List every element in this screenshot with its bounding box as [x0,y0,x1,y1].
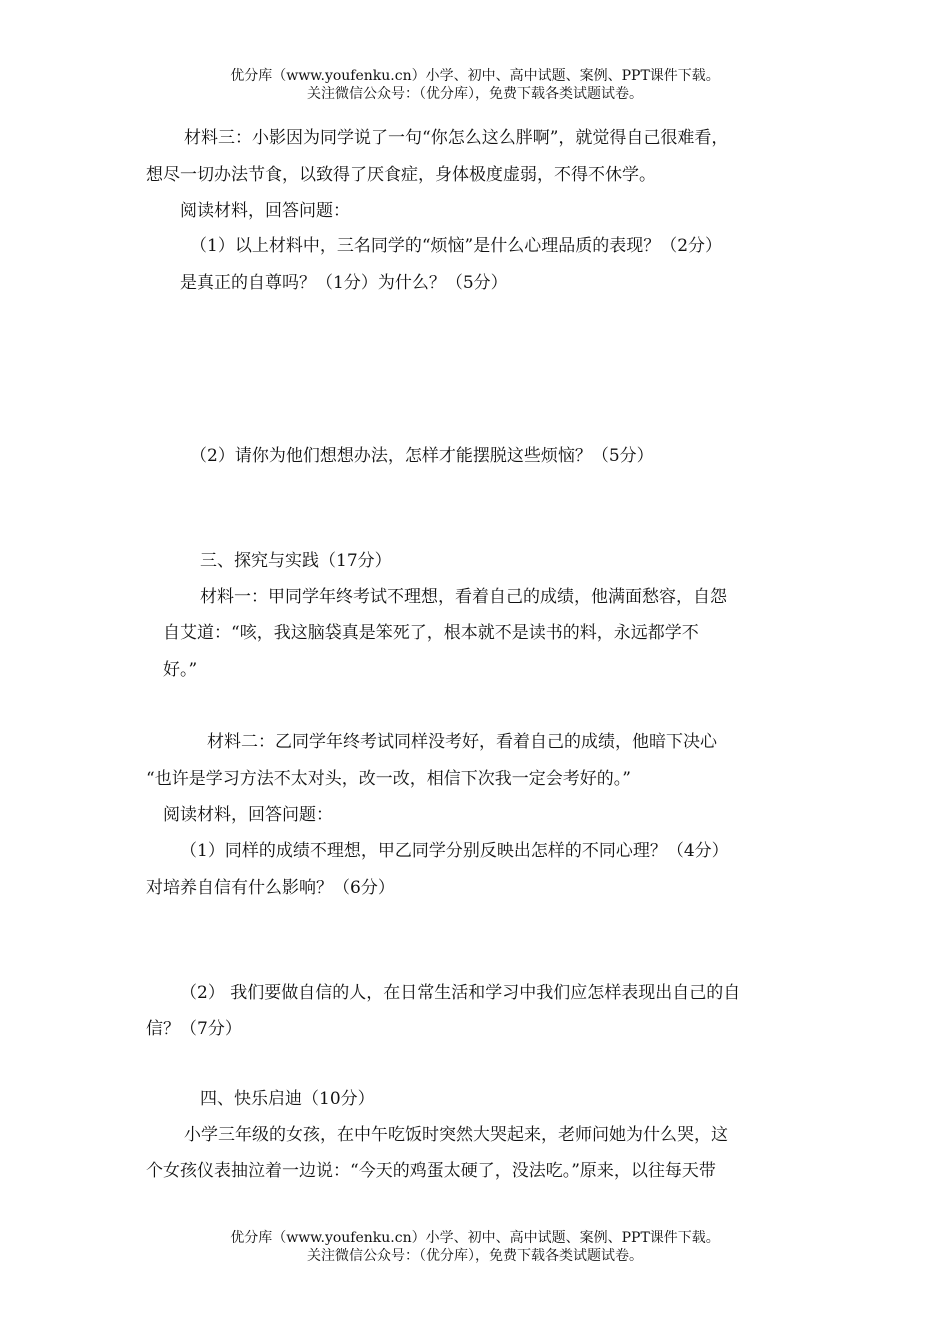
part2-question-2: （2）请你为他们想想办法，怎样才能摆脱这些烦恼？（5分） [190,446,654,466]
part4-paragraph-line-2: 个女孩仪表抽泣着一边说：“今天的鸡蛋太硬了，没法吃。”原来，以往每天带 [146,1161,716,1181]
footer-line-2: 关注微信公众号：（优分库），免费下载各类试题试卷。 [307,1248,643,1264]
part3-instruction: 阅读材料，回答问题： [163,805,333,825]
part3-question-1-line-2: 对培养自信有什么影响？（6分） [146,878,395,898]
part3-material2-line-2: “也许是学习方法不太对头，改一改，相信下次我一定会考好的。” [146,769,631,789]
part2-question-1-line-2: 是真正的自尊吗？（1分）为什么？（5分） [180,273,508,293]
material3-line-1: 材料三：小影因为同学说了一句“你怎么这么胖啊”，就觉得自己很难看， [184,128,729,148]
part2-instruction: 阅读材料，回答问题： [180,201,350,221]
part3-material1-line-3: 好。” [163,660,198,680]
part3-material2-line-1: 材料二：乙同学年终考试同样没考好，看着自己的成绩，他暗下决心 [207,732,717,752]
part4-paragraph-line-1: 小学三年级的女孩，在中午吃饭时突然大哭起来，老师问她为什么哭，这 [184,1125,728,1145]
part3-question-2-line-1: （2） 我们要做自信的人，在日常生活和学习中我们应怎样表现出自己的自 [180,983,741,1003]
material3-line-2: 想尽一切办法节食，以致得了厌食症，身体极度虚弱，不得不休学。 [146,165,656,185]
part3-material1-line-2: 自艾道：“咳，我这脑袋真是笨死了，根本就不是读书的料，永远都学不 [163,623,699,643]
part3-question-2-line-2: 信？（7分） [146,1019,242,1039]
part2-question-1-line-1: （1）以上材料中，三名同学的“烦恼”是什么心理品质的表现？（2分） [190,236,723,256]
part4-title: 四、快乐启迪（10分） [200,1089,375,1109]
part3-question-1-line-1: （1）同样的成绩不理想，甲乙同学分别反映出怎样的不同心理？（4分） [180,841,729,861]
part3-title: 三、探究与实践（17分） [200,551,392,571]
header-line-2: 关注微信公众号：（优分库），免费下载各类试题试卷。 [307,86,643,102]
footer-line-1: 优分库（www.youfenku.cn）小学、初中、高中试题、案例、PPT课件下载。 [230,1230,720,1246]
part3-material1-line-1: 材料一：甲同学年终考试不理想，看着自己的成绩，他满面愁容，自怨 [200,587,727,607]
header-line-1: 优分库（www.youfenku.cn）小学、初中、高中试题、案例、PPT课件下载。 [230,68,720,84]
